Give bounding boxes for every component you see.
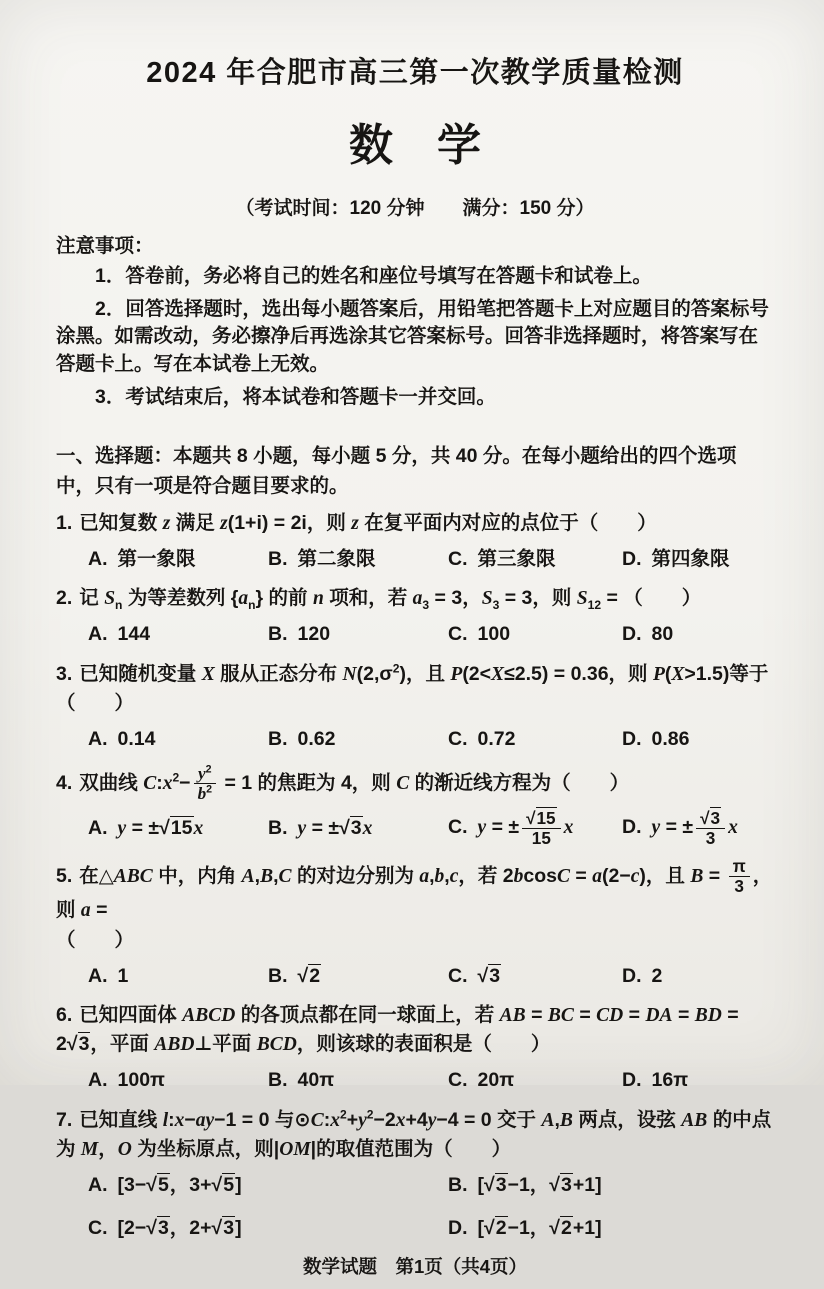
- option-a: A. [3−√5，3+√5]: [88, 1173, 242, 1196]
- question: [56, 659, 774, 755]
- option-a: A. 0.14: [88, 727, 156, 750]
- exam-info-line: （考试时间：120 分钟 满分：150 分）: [235, 198, 595, 219]
- section-intro: 一、选择题：本题共 8 小题，每小题 5 分，共 40 分。在每小题给出的四个选项中，只有一项是符合题目要求的。: [56, 445, 737, 497]
- question-stem: 已知四面体 ABCD 的各顶点都在同一球面上，若 AB = BC = CD = DA = BD = 2√3，平面 ABD⊥平面 BCD，则该球的表面积是（ ）: [56, 1003, 739, 1056]
- question: [56, 1105, 774, 1244]
- question-stem-line: [56, 1001, 774, 1060]
- option-c: C. 0.72: [448, 727, 516, 750]
- notice-item-1: 1．答卷前，务必将自己的姓名和座位号填写在答题卡和试卷上。: [95, 265, 652, 287]
- option-b: B. [√3−1，√3+1]: [448, 1173, 602, 1196]
- option-b: B. √2: [268, 964, 321, 987]
- notice-heading: 注意事项：: [56, 235, 154, 257]
- question-list: [56, 509, 774, 1244]
- option-d: D. 16π: [622, 1069, 689, 1092]
- option-d: D. 80: [622, 623, 674, 646]
- option-row: [56, 1170, 774, 1244]
- option-row: [56, 619, 774, 650]
- question: [56, 584, 774, 650]
- question-stem-line: [56, 1105, 774, 1165]
- question: [56, 857, 774, 992]
- notice-section: [56, 230, 774, 416]
- question: [56, 509, 774, 575]
- question-stem-line: [56, 584, 774, 614]
- question-stem: 已知复数 z 满足 z(1+i) = 2i，则 z 在复平面内对应的点位于（ ）: [79, 511, 657, 534]
- question-stem-line: [56, 764, 774, 803]
- option-b: B. 120: [268, 623, 331, 646]
- option-c: C. √3: [448, 964, 501, 987]
- option-d: D. 2: [622, 964, 663, 987]
- option-c: C. y = ± $\frac{√15}{15}$ x: [448, 807, 574, 848]
- question-stem: 已知随机变量 X 服从正态分布 $N(2,\sigma^2)$，且 P(2<X≤2.5) = 0.36，则 P(X>1.5)等于（ ）: [56, 661, 769, 715]
- question-number: 4.: [56, 772, 73, 794]
- option-row: [56, 724, 774, 755]
- option-b: B. 0.62: [268, 727, 336, 750]
- question: [56, 764, 774, 848]
- option-a: A. 144: [88, 623, 151, 646]
- option-c: C. 第三象限: [448, 547, 556, 570]
- option-b: B. 40π: [268, 1069, 335, 1092]
- option-a: A. 100π: [88, 1069, 165, 1092]
- page-footer-area: [56, 1253, 774, 1289]
- option-row: [56, 961, 774, 992]
- question-number: 5.: [56, 864, 73, 887]
- option-c: C. 100: [448, 623, 511, 646]
- option-row: [56, 544, 774, 575]
- option-d: D. 0.86: [622, 727, 690, 750]
- option-a: A. 第一象限: [88, 547, 196, 570]
- option-d: D. y = ± $\frac{√3}{3}$ x: [622, 807, 738, 848]
- question: [56, 1001, 774, 1096]
- option-b: B. y = ±√3x: [268, 816, 373, 839]
- choice-section: [56, 416, 774, 1253]
- option-d: D. [√2−1，√2+1]: [448, 1217, 602, 1240]
- question-stem-line: [56, 857, 774, 956]
- option-c: C. 20π: [448, 1069, 515, 1092]
- question-stem-line: [56, 509, 774, 539]
- option-a: A. y = ±√15x: [88, 816, 204, 839]
- notice-item-2: 2．回答选择题时，选出每小题答案后，用铅笔把答题卡上对应题目的答案标号涂黑。如需改动，务必擦净后再选涂其它答案标号。回答非选择题时，将答案写在答题卡上。写在本试卷上无效。: [56, 297, 769, 376]
- question-number: 1.: [56, 511, 73, 534]
- question-stem: 双曲线 $C:x^2-$ $\frac{y^2}{b^2}$ = 1 的焦距为 4，则 C 的渐近线方程为（ ）: [79, 763, 630, 804]
- question-number: 7.: [56, 1108, 73, 1131]
- subject-title: 数 学: [349, 121, 481, 170]
- page-title: 2024 年合肥市高三第一次教学质量检测: [146, 57, 684, 89]
- question-stem: 已知直线 l:x−ay−1 = 0 与$⊙C:x^2+y^2-2x+4y-4 = 0$ 交于 A,B 两点，设弦 AB 的中点为 M，O 为坐标原点，则|OM|的取值范围为（ ）: [56, 1107, 772, 1161]
- option-d: D. 第四象限: [622, 547, 730, 570]
- notice-item-3: 3．考试结束后，将本试卷和答题卡一并交回。: [95, 385, 496, 408]
- question-number: 6.: [56, 1003, 73, 1026]
- question-stem: 记 $S_n$ 为等差数列 $\{a_n\}$ 的前 n 项和，若 $a_3 = 3$，$S_3 = 3$，则 $S_{12}$ = （ ）: [79, 586, 702, 612]
- question-stem-line: [56, 659, 774, 719]
- question-number: 2.: [56, 586, 73, 609]
- option-a: A. 1: [88, 964, 129, 987]
- exam-header: [56, 36, 774, 220]
- page-footer: 数学试题 第1页（共4页）: [302, 1256, 528, 1278]
- option-b: B. 第二象限: [268, 547, 376, 570]
- question-number: 3.: [56, 662, 73, 685]
- option-row: [56, 1065, 774, 1096]
- option-row: [56, 809, 774, 848]
- question-stem: 在△ABC 中，内角 A,B,C 的对边分别为 a,b,c，若 2bcosC = a(2−c)，且 B = $\frac{\pi}{3}$ ，则 a = （ ）: [56, 855, 773, 951]
- option-c: C. [2−√3，2+√3]: [88, 1217, 242, 1240]
